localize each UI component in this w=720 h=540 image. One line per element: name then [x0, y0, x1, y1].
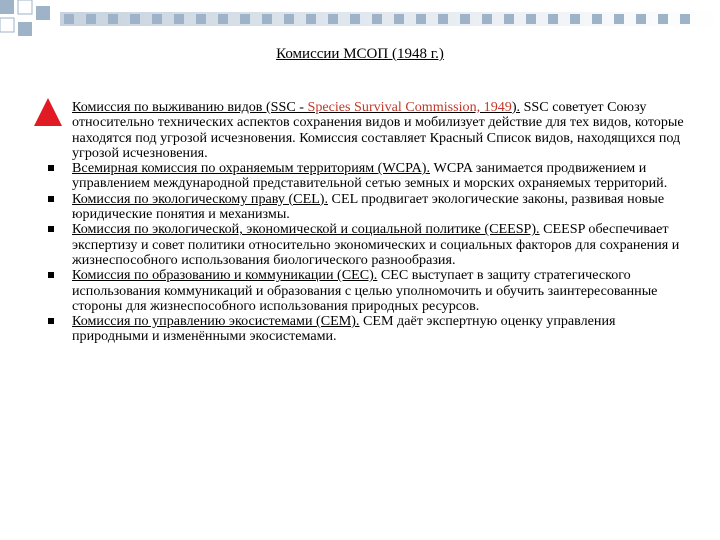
item-body: CEL продвигает экологические законы, развивая новые юридические понятия и механизмы. — [72, 190, 665, 223]
item-body: CEC выступает в защиту стратегического использования коммуникаций и образования с целью уполномочить и обучить заинтересованные стороны для жизнеспособного использования природных ресурсов. — [72, 267, 658, 314]
slide-title: Комиссии МСОП (1948 г.) — [276, 46, 444, 62]
list-item — [48, 222, 688, 268]
square-bullet-icon — [48, 226, 54, 232]
list-item — [48, 268, 688, 314]
square-bullet-icon — [48, 196, 54, 202]
species-link[interactable]: Species Survival Commission, 1949 — [307, 99, 512, 115]
list-item — [48, 192, 688, 223]
decorative-squares-icon — [0, 0, 720, 40]
item-body: WCPA занимается продвижением и управлением международной представительной сетью земных и морских охраняемых территорий. — [72, 160, 668, 192]
square-bullet-icon — [48, 318, 54, 324]
item-heading: Комиссия по управлению экосистемами (CEM). — [72, 313, 360, 330]
item-heading: Комиссия по экологической, экономической и социальной политике (CEESP). — [72, 221, 540, 238]
list-item — [48, 161, 688, 192]
square-bullet-icon — [48, 272, 54, 278]
item-body: CEM даёт экспертную оценку управления природными и изменёнными экосистемами. — [72, 313, 616, 345]
list-item — [48, 100, 688, 161]
header-decoration — [0, 0, 720, 40]
item-heading: Комиссия по выживанию видов (SSC - Species Survival Commission, 1949). — [72, 99, 521, 115]
item-body: SSC советует Союзу относительно технических аспектов сохранения видов и мобилизует действие для тех видов, которые находятся под угрозой исчезновения. Комиссия составляет Красный Список видов, находящихся под угрозой исчезновения. — [72, 99, 684, 161]
red-triangle-icon — [34, 98, 62, 126]
square-bullet-icon — [48, 165, 54, 171]
list-item — [48, 314, 688, 345]
commission-list — [48, 100, 688, 345]
item-heading: Всемирная комиссия по охраняемым территориям (WCPA). — [72, 160, 431, 177]
item-body: CEESP обеспечивает экспертизу и совет политики относительно экономических и социальных факторов для сохранения и жизнеспособного использования биологического разнообразия. — [72, 221, 680, 268]
item-heading: Комиссия по экологическому праву (CEL). — [72, 190, 329, 207]
item-heading: Комиссия по образованию и коммуникации (CEC). — [72, 267, 378, 284]
